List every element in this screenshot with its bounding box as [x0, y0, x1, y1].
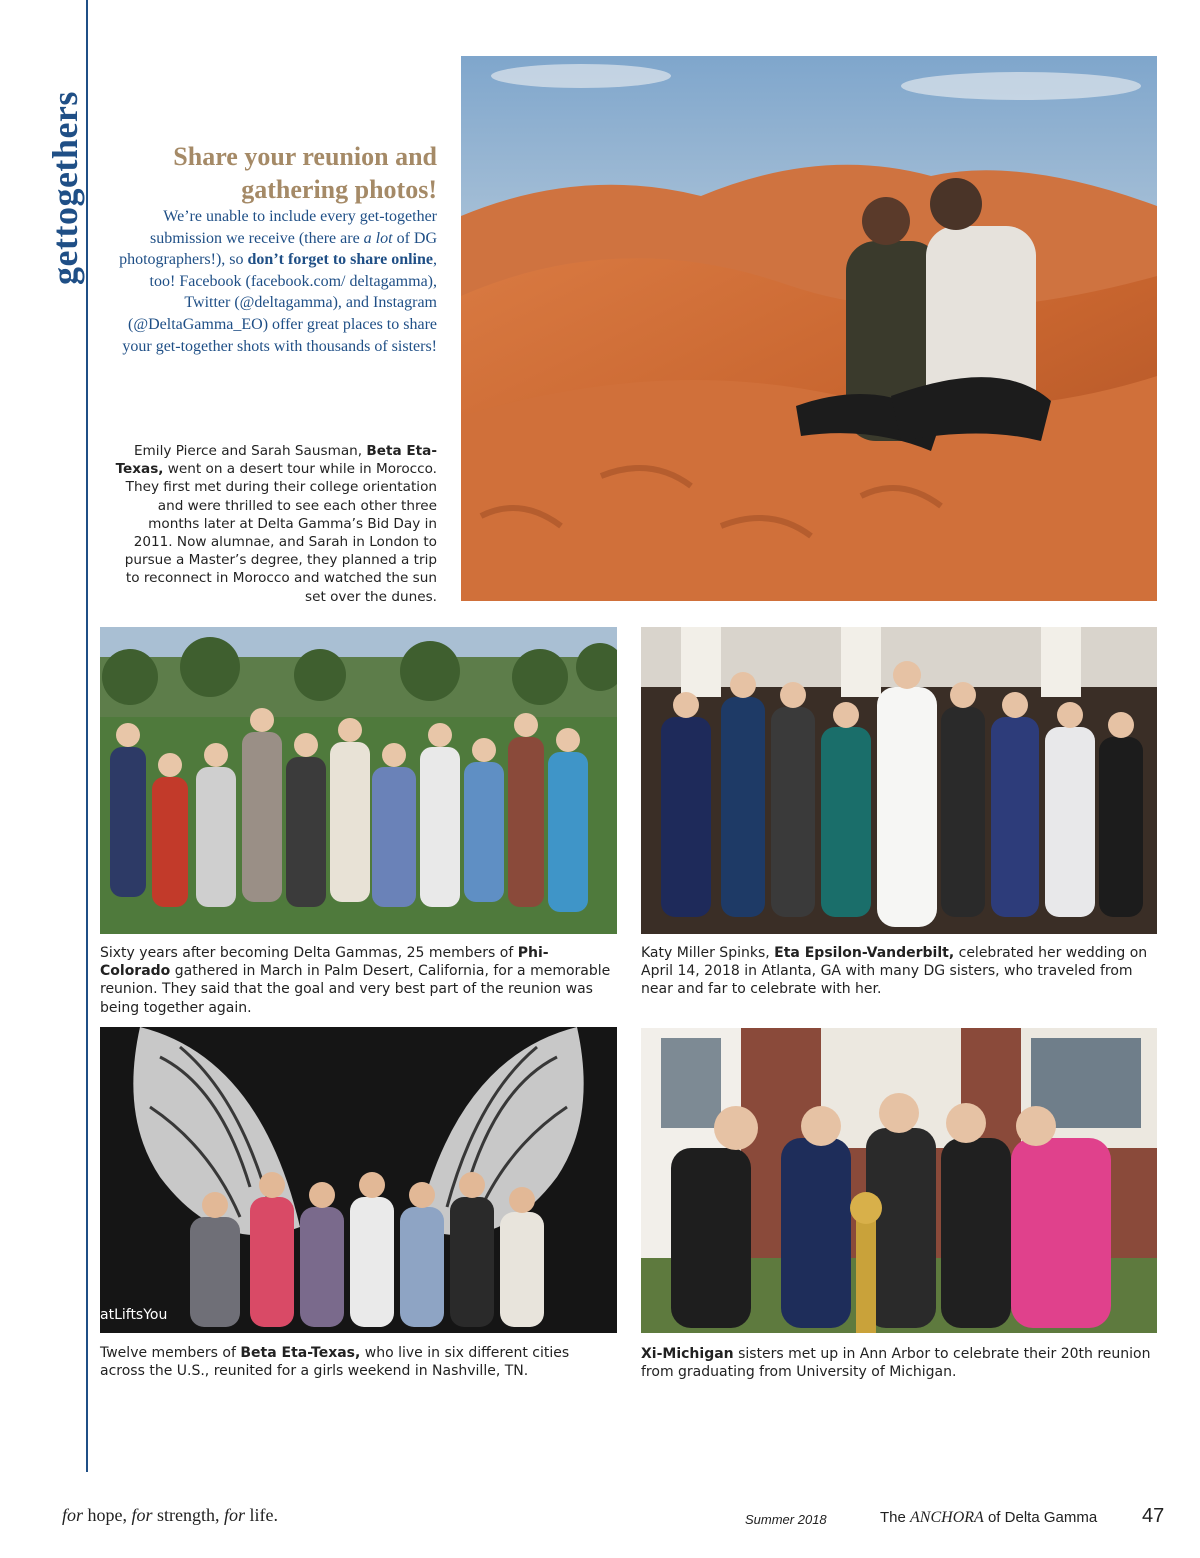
promo-body-text: We’re unable to include every get-together submission we receive (there are	[149, 208, 437, 247]
caption-colorado-pre: Sixty years after becoming Delta Gammas, 25 members of	[100, 945, 518, 961]
michigan-photo	[641, 1028, 1157, 1333]
promo-body-text-2: of DG photographers!), so	[119, 229, 437, 269]
caption-nashville-post: who live in six different cities across the U.S., reunited for a girls weekend in Nashville, TN.	[100, 1345, 570, 1380]
caption-desert	[110, 442, 437, 606]
footer-tag-for-3: for	[224, 1505, 246, 1525]
caption-colorado	[100, 944, 617, 1017]
caption-colorado-chapter: Phi-Colorado	[100, 945, 549, 980]
footer-tag-for-1: for	[62, 1505, 84, 1525]
footer-tag-life: life.	[245, 1505, 279, 1525]
page-number: 47	[1142, 1505, 1165, 1527]
footer-publication	[880, 1509, 1097, 1527]
footer-pub-the: The	[880, 1509, 911, 1526]
nashville-mural-photo	[100, 1027, 617, 1333]
caption-nashville-chapter: Beta Eta-Texas,	[240, 1345, 361, 1361]
footer-season: Summer 2018	[745, 1512, 827, 1527]
promo-body	[110, 206, 437, 357]
promo-heading: Share your reunion and gathering photos!	[173, 142, 437, 204]
caption-colorado-post: gathered in March in Palm Desert, California, for a memorable reunion. They said that the goal and very best part of the reunion was being together again.	[100, 963, 611, 1016]
footer-tag-hope: hope,	[83, 1505, 132, 1525]
footer-pub-rest: of Delta Gamma	[983, 1509, 1098, 1526]
caption-michigan	[641, 1345, 1157, 1381]
caption-desert-chapter: Beta Eta-Texas,	[115, 443, 437, 478]
colorado-group-photo	[100, 627, 617, 934]
promo-block	[110, 140, 437, 357]
footer-tag-strength: strength,	[152, 1505, 225, 1525]
promo-body-text-3: , too! Facebook (facebook.com/ deltagamma), Twitter (@deltagamma), and Instagram (@DeltaGamma_EO) offer great places to share your get-together shots with thousands of sisters!	[122, 251, 437, 355]
caption-wedding-chapter: Eta Epsilon-Vanderbilt,	[774, 945, 955, 961]
side-rule	[86, 0, 88, 1472]
caption-desert-post: went on a desert tour while in Morocco. They first met during their college orientation and were thrilled to see each other three months later at Delta Gamma’s Bid Day in 2011. Now alumnae, and Sarah in London to pursue a Master’s degree, they planned a trip to reconnect in Morocco and watched the sun set over the dunes.	[124, 461, 437, 605]
caption-michigan-post: sisters met up in Ann Arbor to celebrate their 20th reunion from graduating from University of Michigan.	[641, 1346, 1151, 1381]
desert-photo	[461, 56, 1157, 601]
mural-text: atLiftsYou	[100, 1307, 168, 1323]
caption-wedding-pre: Katy Miller Spinks,	[641, 945, 775, 961]
promo-body-bold: don’t forget to share online	[247, 251, 433, 269]
section-title: gettogethers	[45, 91, 85, 285]
caption-desert-pre: Emily Pierce and Sarah Sausman,	[133, 443, 367, 459]
caption-nashville-pre: Twelve members of	[100, 1345, 241, 1361]
caption-nashville	[100, 1344, 617, 1380]
promo-body-italic: a lot	[363, 229, 393, 247]
footer-tagline	[62, 1505, 278, 1526]
wedding-photo	[641, 627, 1157, 934]
caption-michigan-chapter: Xi-Michigan	[641, 1346, 734, 1362]
footer-tag-for-2: for	[131, 1505, 153, 1525]
caption-wedding-post: celebrated her wedding on April 14, 2018 in Atlanta, GA with many DG sisters, who traveled from near and far to celebrate with her.	[641, 945, 1148, 998]
footer-pub-anchora: ANCHORA	[910, 1509, 984, 1526]
caption-wedding	[641, 944, 1157, 999]
